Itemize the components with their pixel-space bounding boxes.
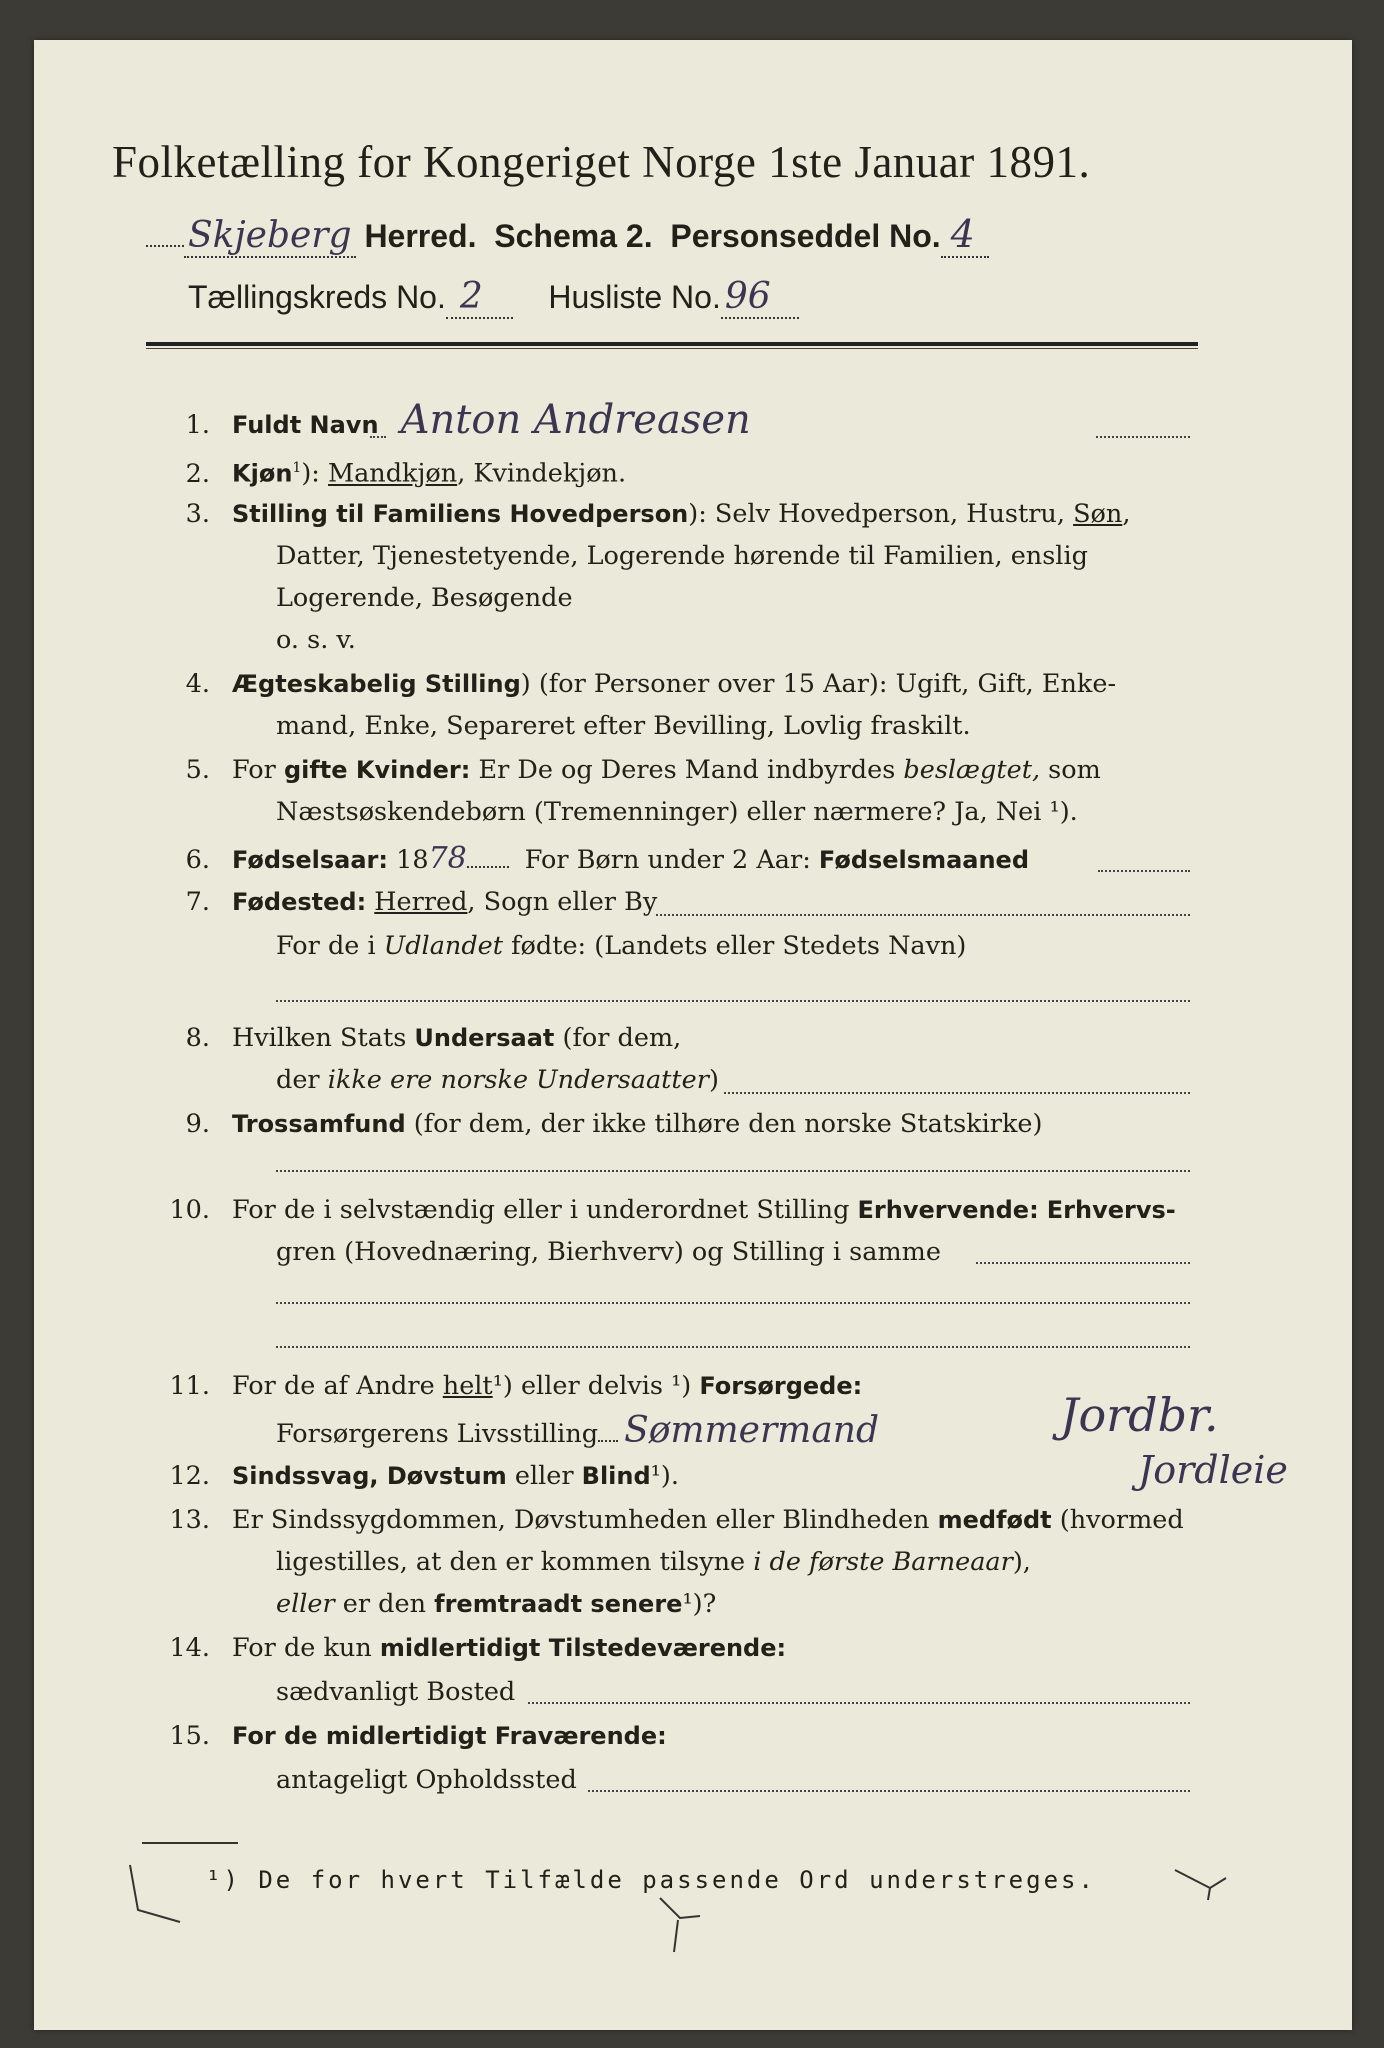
item-9: 9. Trossamfund (for dem, der ikke tilhøre den norske Statskirke): [185, 1109, 1043, 1139]
kreds-value: 2: [446, 276, 513, 319]
item-13-line-2: ligestilles, at den er kommen tilsyne i de første Barneaar),: [276, 1547, 1031, 1577]
item-11-line-2: Forsørgerens Livsstilling Sømmermand: [276, 1410, 880, 1451]
pencil-mark-center: [650, 1890, 720, 1960]
kreds-label: Tællingskreds No.: [188, 279, 446, 315]
item-5-line-2: Næstsøskendebørn (Tremenninger) eller nærmere? Ja, Nei ¹).: [276, 797, 1078, 827]
item-3: 3. Stilling til Familiens Hovedperson): Selv Hovedperson, Hustru, Søn,: [185, 499, 1131, 529]
header-line-kreds: [188, 276, 799, 317]
birth-year-value: 78: [428, 841, 467, 876]
item-12-label: Sindssvag, Døvstum: [232, 1462, 507, 1490]
item-1-label: Fuldt Navn: [232, 411, 379, 439]
provider-occupation-value-2: Jordbr.: [1060, 1388, 1219, 1442]
item-3-line-2: Datter, Tjenestetyende, Logerende hørende til Familien, enslig: [276, 541, 1088, 571]
husliste-label: Husliste No.: [548, 279, 721, 315]
item-9-label: Trossamfund: [232, 1110, 406, 1138]
full-name-value: Anton Andreasen: [400, 397, 751, 443]
personseddel-value: 4: [941, 212, 989, 258]
provider-occupation-value-3: Jordleie: [1138, 1448, 1288, 1492]
provider-occupation-value: Sømmermand: [624, 1410, 880, 1451]
item-6: 6. Fødselsaar: 1878 For Børn under 2 Aar: Fødselsmaaned: [185, 841, 1030, 876]
husliste-value: 96: [721, 276, 799, 319]
item-14-line-2: sædvanligt Bosted: [276, 1677, 516, 1707]
item-7-label: Fødested:: [232, 888, 367, 916]
item-3-line-4: o. s. v.: [276, 625, 356, 655]
item-7: 7. Fødested: Herred, Sogn eller By: [185, 887, 658, 917]
item-6-label: Fødselsaar:: [232, 846, 388, 874]
header-rule: [146, 342, 1198, 346]
item-3-label: Stilling til Familiens Hovedperson: [232, 500, 689, 528]
schema-label: Schema 2.: [494, 218, 653, 254]
footnote: ¹) De for hvert Tilfælde passende Ord understreges.: [206, 1866, 1096, 1894]
item-14: 14. For de kun midlertidigt Tilstedeværende:: [169, 1633, 787, 1663]
item-13-line-3: eller er den fremtraadt senere¹)?: [276, 1589, 717, 1619]
item-8-label: Undersaat: [414, 1024, 555, 1052]
sex-mandkjon-underlined: Mandkjøn: [327, 458, 458, 489]
personseddel-label: Personseddel No.: [670, 218, 941, 254]
herred-label: Herred.: [364, 218, 477, 254]
item-11-label: Forsørgede:: [699, 1372, 863, 1400]
item-12: 12. Sindssvag, Døvstum eller Blind¹).: [169, 1461, 679, 1491]
header-line-herred: [146, 212, 989, 256]
item-2: 2. Kjøn$^1$): Mandkjøn, Kvindekjøn.: [185, 458, 627, 489]
item-15: 15. For de midlertidigt Fraværende:: [169, 1721, 667, 1751]
item-15-line-2: antageligt Opholdssted: [276, 1765, 577, 1795]
item-5: 5. For gifte Kvinder: Er De og Deres Mand indbyrdes beslægtet, som: [185, 755, 1101, 785]
item-10: 10. For de i selvstændig eller i underordnet Stilling Erhvervende: Erhvervs-: [169, 1195, 1176, 1225]
item-8: 8. Hvilken Stats Undersaat (for dem,: [185, 1023, 682, 1053]
item-7-line-2: For de i Udlandet fødte: (Landets eller Stedets Navn): [276, 931, 967, 961]
item-4-line-2: mand, Enke, Separeret efter Bevilling, Lovlig fraskilt.: [276, 711, 971, 741]
item-8-line-2: der ikke ere norske Undersaatter): [276, 1065, 719, 1095]
herred-value: Skjeberg: [184, 215, 356, 258]
support-helt-underlined: helt: [442, 1371, 493, 1401]
footnote-rule: [142, 1842, 238, 1844]
header-rule-thin: [146, 348, 1198, 349]
pencil-mark-left: [120, 1860, 200, 1930]
item-13: 13. Er Sindssygdommen, Døvstumheden eller Blindheden medfødt (hvormed: [169, 1505, 1184, 1535]
item-1: 1. Fuldt Navn Anton Andreasen: [185, 397, 751, 443]
item-2-label: Kjøn: [232, 459, 293, 488]
birthplace-herred-underlined: Herred: [374, 887, 468, 917]
item-15-label: For de midlertidigt Fraværende:: [232, 1722, 667, 1750]
item-4: 4. Ægteskabelig Stilling) (for Personer over 15 Aar): Ugift, Gift, Enke-: [185, 669, 1117, 699]
item-13-label: medfødt: [937, 1506, 1052, 1534]
item-3-line-3: Logerende, Besøgende: [276, 583, 573, 613]
item-10-line-2: gren (Hovednæring, Bierhverv) og Stilling i samme: [276, 1237, 941, 1267]
item-4-label: Ægteskabelig Stilling: [232, 670, 521, 698]
form-title: Folketælling for Kongeriget Norge 1ste Januar 1891.: [112, 137, 1091, 187]
pencil-mark-right: [1170, 1860, 1240, 1910]
item-11: 11. For de af Andre helt¹) eller delvis ¹) Forsørgede:: [169, 1371, 863, 1401]
position-son-underlined: Søn: [1073, 499, 1123, 529]
item-5-label: gifte Kvinder:: [283, 756, 471, 784]
item-10-label: Erhvervende:: [857, 1196, 1039, 1224]
item-14-label: midlertidigt Tilstedeværende:: [379, 1634, 787, 1662]
